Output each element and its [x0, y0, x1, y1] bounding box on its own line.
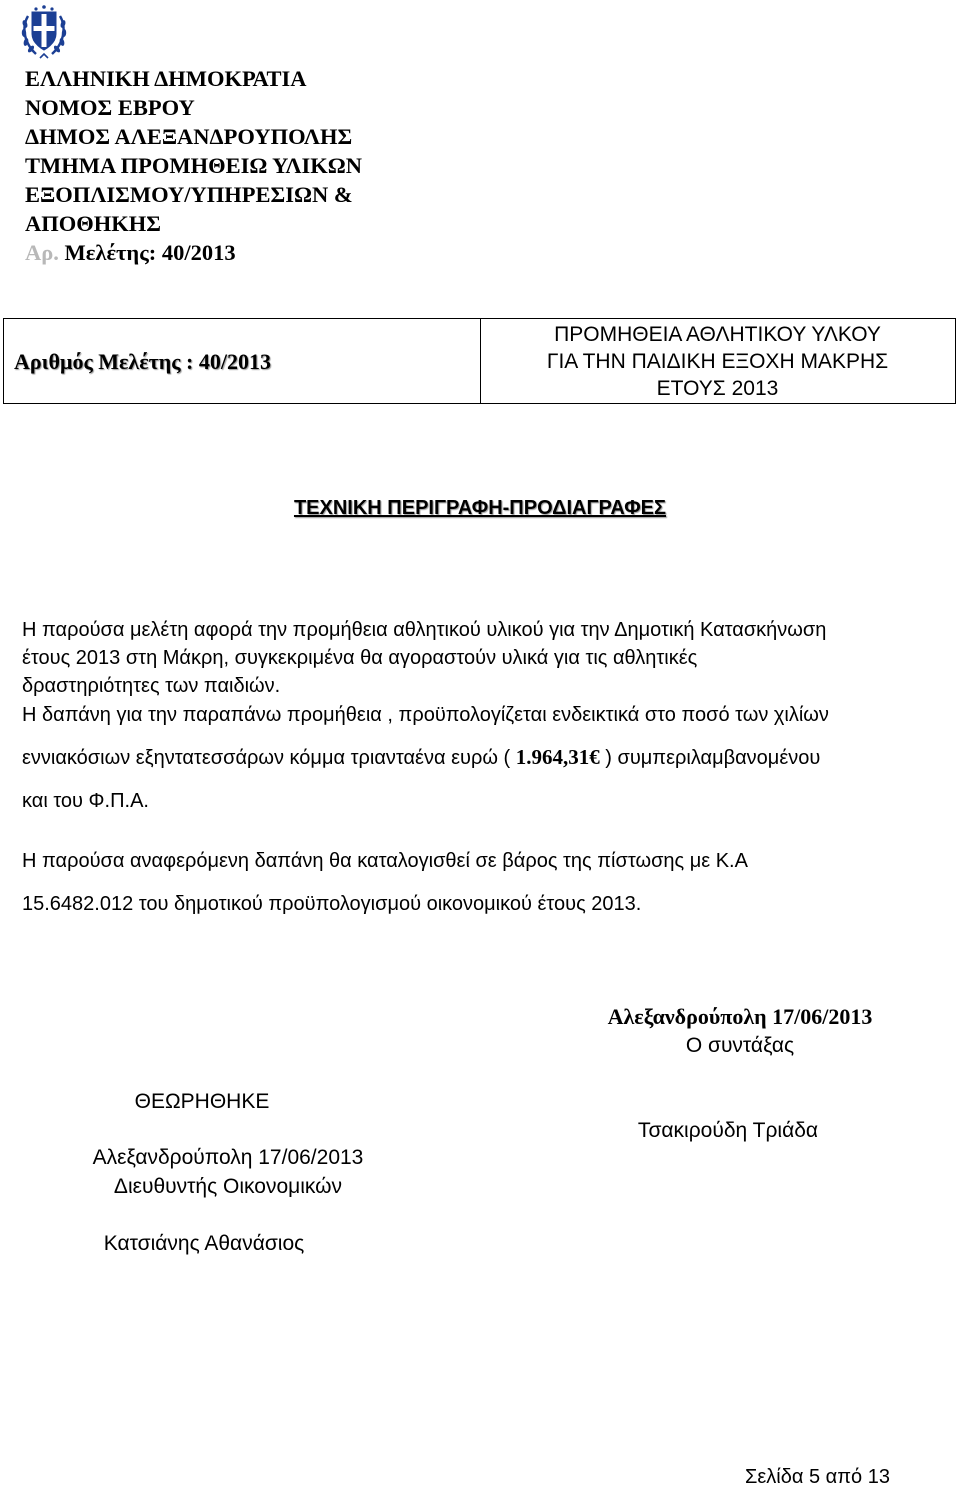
header-country: ΕΛΛΗΝΙΚΗ ΔΗΜΟΚΡΑΤΙΑ — [25, 66, 307, 91]
paragraph-1-line-1: Η παρούσα μελέτη αφορά την προμήθεια αθλητικού υλικού για την Δημοτική Κατασκήνωση — [22, 619, 827, 641]
page-number: Σελίδα 5 από 13 — [745, 1466, 890, 1488]
header-department-2: ΕΞΟΠΛΙΣΜΟΥ/ΥΠΗΡΕΣΙΩΝ & — [25, 182, 353, 207]
study-subject-line: ΕΤΟΥΣ 2013 — [656, 377, 779, 400]
amount-text: εννιακόσιων εξηντατεσσάρων κόμμα τριανταένα ευρώ ( — [22, 747, 516, 769]
study-number-label: Αριθμός Μελέτης : 40/2013 — [14, 349, 271, 374]
header-study-number — [25, 238, 236, 267]
paragraph-3-line-1: Η παρούσα αναφερόμενη δαπάνη θα καταλογισθεί σε βάρος της πίστωσης με Κ.Α — [22, 850, 748, 872]
paragraph-2-line-1: Η δαπάνη για την παραπάνω προμήθεια , προϋπολογίζεται ενδεικτικά στο ποσό των χιλίων — [22, 704, 829, 726]
author-role: Ο συντάξας — [685, 1034, 795, 1057]
amount-value: 1.964,31€ — [515, 745, 600, 769]
approval-date: Αλεξανδρούπολη 17/06/2013 — [92, 1146, 364, 1169]
author-name: Τσακιρούδη Τριάδα — [637, 1119, 819, 1142]
study-subject-line: ΓΙΑ ΤΗΝ ΠΑΙΔΙΚΗ ΕΞΟΧΗ ΜΑΚΡΗΣ — [546, 350, 889, 373]
paragraph-1-line-2: έτους 2013 στη Μάκρη, συγκεκριμένα θα αγοραστούν υλικά για τις αθλητικές — [22, 647, 698, 669]
document-title: ΤΕΧΝΙΚΗ ΠΕΡΙΓΡΑΦΗ-ΠΡΟΔΙΑΓΡΑΦΕΣ — [293, 497, 667, 519]
study-subject — [480, 321, 955, 402]
header-department: ΤΜΗΜΑ ΠΡΟΜΗΘΕΙΩ ΥΛΙΚΩΝ — [25, 153, 363, 178]
approval-name: Κατσιάνης Αθανάσιος — [103, 1232, 305, 1255]
approval-heading: ΘΕΩΡΗΘΗΚΕ — [134, 1090, 270, 1113]
paragraph-1-line-3: δραστηριότητες των παιδιών. — [22, 675, 281, 697]
paragraph-3-line-2: 15.6482.012 του δημοτικού προϋπολογισμού οικονομικού έτους 2013. — [22, 893, 642, 915]
amount-text-tail: ) συμπεριλαμβανομένου — [599, 747, 821, 769]
paragraph-2-line-2 — [22, 744, 820, 771]
paragraph-2-line-3: και του Φ.Π.Α. — [22, 790, 149, 812]
header-department-3: ΑΠΟΘΗΚΗΣ — [25, 211, 161, 236]
header-study-prefix: Αρ. — [25, 240, 59, 265]
header-study-label: Μελέτης: 40/2013 — [58, 240, 236, 265]
author-date: Αλεξανδρούπολη 17/06/2013 — [607, 1004, 873, 1029]
study-subject-line: ΠΡΟΜΗΘΕΙΑ ΑΘΛΗΤΙΚΟΥ ΥΛΚΟΥ — [554, 323, 881, 346]
header-prefecture: ΝΟΜΟΣ ΕΒΡΟΥ — [25, 95, 195, 120]
greek-coat-of-arms-icon — [18, 4, 70, 60]
approval-role: Διευθυντής Οικονομικών — [113, 1175, 343, 1198]
header-municipality: ΔΗΜΟΣ ΑΛΕΞΑΝΔΡΟΥΠΟΛΗΣ — [25, 124, 353, 149]
study-table — [3, 318, 956, 404]
